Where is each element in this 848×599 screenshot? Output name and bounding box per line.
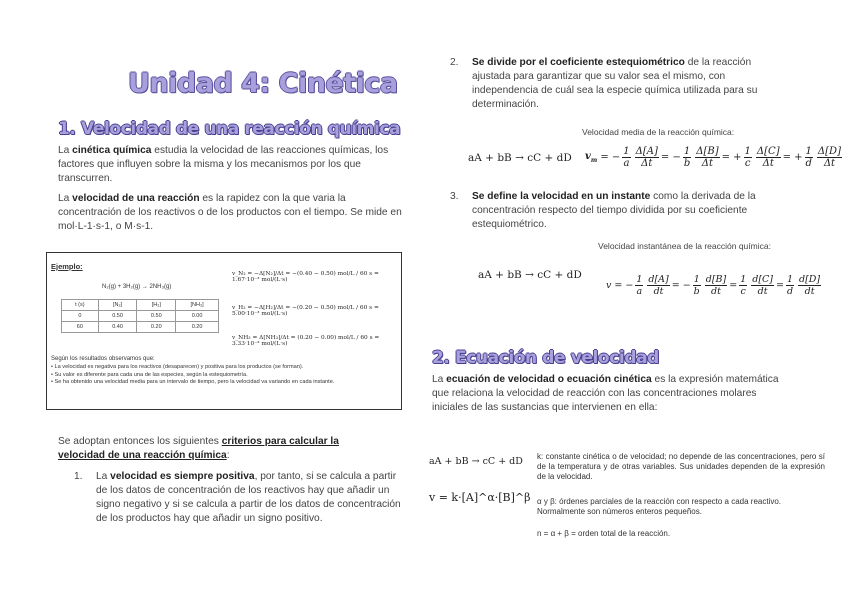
example-table xyxy=(61,299,219,333)
rate-equation: v = k·[A]^α·[B]^β xyxy=(429,491,531,504)
example-reaction: N₂(g) + 3H₂(g) → 2NH₃(g) xyxy=(102,284,172,290)
section2-paragraph: La ecuación de velocidad o ecuación cinética es la expresión matemática que relaciona la velocidad de reacción con las concentraciones molares iniciales de las sustancias que intervienen en ella: xyxy=(432,374,779,413)
criteria-item-2-text: Se divide por el coeficiente estequiométrico de la reacción ajustada para garantizar que su valor sea el mismo, con independencia de cuál sea la especie química utilizada para su determinación. xyxy=(472,57,758,110)
section1-heading: 1. Velocidad de una reacción química xyxy=(58,119,401,139)
reaction-equation-2: aA + bB → cC + dD xyxy=(478,269,582,281)
list-item: • Su valor es diferente para cada una de las especies, según la estequiometría. xyxy=(51,371,248,378)
reaction-equation: aA + bB → cC + dD xyxy=(468,152,572,164)
example-equation-2: v_H₂ = −Δ[H₂]/Δt = −(0.20 − 0.50) mol/L / 60 s = 5.00·10⁻³ mol/(L·s) xyxy=(232,305,379,317)
table-row xyxy=(62,322,219,333)
criteria-item-3-text: Se define la velocidad en un instante como la derivada de la concentración respecto del tiempo dividida por su coeficiente estequiométrico. xyxy=(472,191,756,230)
table-cell: 0 xyxy=(62,311,99,322)
table-cell: 0.40 xyxy=(98,322,137,333)
table-cell: 0.20 xyxy=(137,322,176,333)
table-cell: 0.00 xyxy=(176,311,219,322)
table-header-row xyxy=(62,300,219,311)
example-equation-3: v_NH₃ = Δ[NH₃]/Δt = (0.20 − 0.00) mol/L / 60 s = 3.33·10⁻³ mol/(L·s) xyxy=(232,335,380,347)
table-header: [H₂] xyxy=(137,300,176,311)
section2-reaction: aA + bB → cC + dD xyxy=(429,456,523,467)
item-number: 2. xyxy=(450,57,459,68)
example-box xyxy=(46,252,402,410)
criteria-item-1-text: La velocidad es siempre positiva, por tanto, si se calcula a partir de los datos de concentración de los reactivos hay que añadir un signo negativo y si se calcula a partir de los datos de concentración de los productos hay que añadir un signo positivo. xyxy=(96,471,401,524)
k-description: k: constante cinética o de velocidad; no depende de las concentraciones, pero sí de la temperatura y de otras variables. Sus unidades dependen de la expresión de la velocidad. xyxy=(537,452,825,481)
criteria-item-2 xyxy=(450,56,785,112)
table-cell: 0.20 xyxy=(176,322,219,333)
section1-paragraph-2: La velocidad de una reacción es la rapidez con la que varia la concentración de los reactivos o de los productos con el tiempo. Se mide en mol·L-1·s-1, o M·s-1. xyxy=(58,193,402,232)
table-cell: 0.50 xyxy=(137,311,176,322)
table-cell: 60 xyxy=(62,322,99,333)
list-item: • La velocidad es negativa para los reactivos (desaparecen) y positiva para los productos (se forman). xyxy=(51,364,304,370)
table-header: [N₂] xyxy=(98,300,137,311)
instant-rate-formula: v = − $\frac{1}{a}$ $\frac{d[A]}{dt}$ = − $\frac{1}{b}$ $\frac{d[B]}{dt}$ = $\frac{1}{c}$ $\frac{d[C]}{dt}$ = $\frac{1}{d}$ $\frac{d[D]}{dt}$ xyxy=(606,274,821,297)
instant-rate-caption: Velocidad instantánea de la reacción química: xyxy=(598,241,771,251)
table-header: [NH₃] xyxy=(176,300,219,311)
total-order-description: n = α + β = orden total de la reacción. xyxy=(537,529,671,538)
list-item: • Se ha obtenido una velocidad media para un intervalo de tiempo, pero la velocidad va variando en cada instante. xyxy=(51,379,335,385)
example-label: Ejemplo: xyxy=(51,262,83,271)
average-rate-caption: Velocidad media de la reacción química: xyxy=(582,127,735,137)
average-rate-formula: $v_m$ = − $\frac{1}{a}$ $\frac{\Delta[A]}{\Delta t}$ = − $\frac{1}{b}$ $\frac{\Delta[B]}{\Delta t}$ = + $\frac{1}{c}$ $\frac{\Delta[C]}{\Delta t}$ = + $\frac{1}{d}$ $\frac{\Delta[D]}{\Delta t}$ xyxy=(585,146,841,169)
page-title: Unidad 4: Cinética xyxy=(128,68,398,99)
table-row xyxy=(62,311,219,322)
example-equation-1: v_N₂ = −Δ[N₂]/Δt = −(0.40 − 0.50) mol/L / 60 s = 1.67·10⁻³ mol/(L·s) xyxy=(232,271,379,283)
orders-description: α y β: órdenes parciales de la reacción con respecto a cada reactivo. Normalmente son números enteros pequeños. xyxy=(537,497,782,516)
section1-paragraph-1: La cinética química estudia la velocidad de las reacciones químicas, los factores que influyen sobre la misma y los mecanismos por los que transcurren. xyxy=(58,145,389,184)
table-header: t (s) xyxy=(62,300,99,311)
section2-heading: 2. Ecuación de velocidad xyxy=(432,348,659,368)
criteria-item-3 xyxy=(450,190,785,232)
table-cell: 0.50 xyxy=(98,311,137,322)
item-number: 3. xyxy=(450,191,459,202)
item-number: 1. xyxy=(74,471,83,482)
example-bullets xyxy=(51,364,393,387)
criteria-item-1 xyxy=(74,470,408,526)
criteria-intro: Se adoptan entonces los siguientes criterios para calcular la velocidad de una reacción química: xyxy=(58,436,339,461)
example-note: Según los resultados observamos que: xyxy=(51,356,155,362)
